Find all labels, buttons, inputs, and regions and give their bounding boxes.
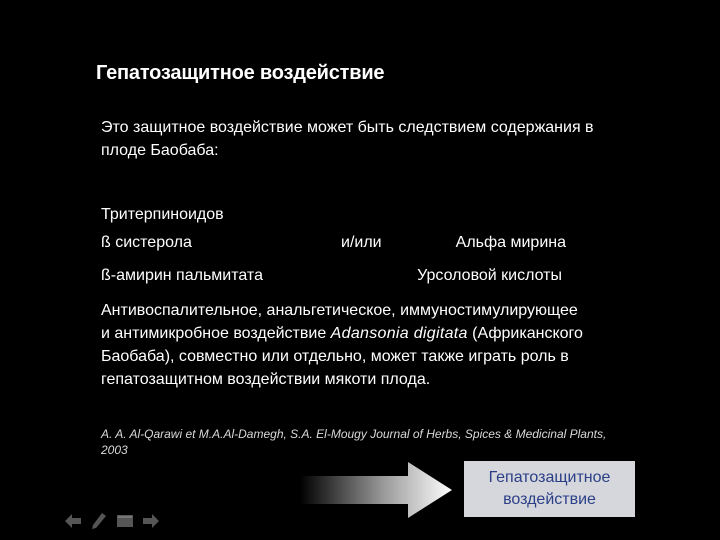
pen-icon[interactable] (90, 512, 108, 530)
paragraph-end: (Африканского Баобаба), совместно или отдельно, может также играть роль в гепатозащитном воздействии мякоти плода. (101, 325, 583, 388)
slide-title: Гепатозащитное воздействие (96, 62, 385, 84)
compound-row-1 (101, 234, 566, 257)
compound-alpha-amyrin: Альфа мирина (455, 234, 566, 251)
menu-icon[interactable] (116, 512, 134, 530)
arrow-right-graphic (300, 460, 460, 520)
paragraph-start: Антивоспалительное, анальгетическое, иммуностимулирующее и антимикробное воздействие (101, 302, 578, 342)
slide-controls (64, 512, 160, 530)
compound-row-2 (101, 267, 566, 290)
compound-ursolic-acid: Урсоловой кислоты (417, 267, 562, 284)
arrow-left-icon[interactable] (64, 512, 82, 530)
compound-beta-amyrin-palmitate: ß-амирин пальмитата (101, 267, 263, 284)
arrow-right-icon[interactable] (142, 512, 160, 530)
species-name: Adansonia digitata (330, 325, 468, 342)
hepatoprotective-link-button[interactable] (464, 461, 635, 517)
citation: A. A. Al-Qarawi et M.A.Al-Damegh, S.A. El-Mougy Journal of Herbs, Spices & Medicinal Plants, 2003 (101, 427, 607, 457)
triterpenoids-label: Тритерпиноидов (101, 206, 224, 223)
conjunction-and-or: и/или (341, 234, 382, 251)
compound-beta-sitosterol: ß систерола (101, 234, 192, 251)
nav-button-label: Гепатозащитное воздействие (488, 469, 611, 508)
effects-paragraph (101, 299, 591, 391)
intro-text: Это защитное воздействие может быть следствием содержания в плоде Баобаба: (101, 119, 594, 159)
